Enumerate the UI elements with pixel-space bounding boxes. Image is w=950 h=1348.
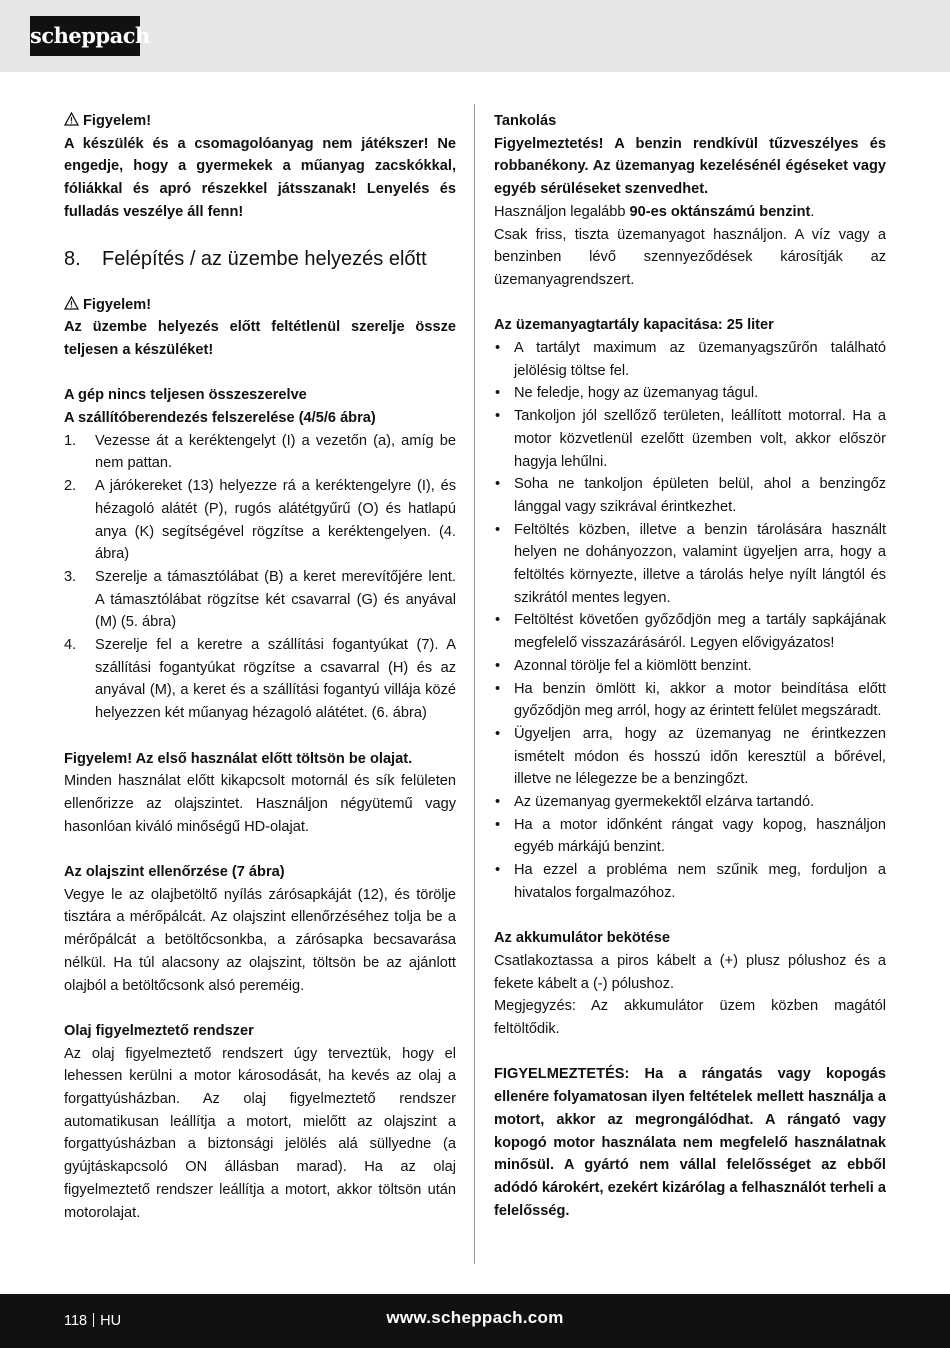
list-item: 2. A járókereket (13) helyezze rá a keréktengelyre (I), és hézagoló alátét (P), rugós alátétgyűrű (O) és hatlapú anya (K) segítségével rögzítse a keréktengelyen. (4. ábra): [64, 478, 456, 563]
fuel-text: Csak friss, tiszta üzemanyagot használjon. A víz vagy a benzinben lévő szennyeződések károsítják az üzemanyagrendszert.: [494, 226, 886, 288]
warning-2: [64, 294, 456, 317]
assembly-heading-1: A gép nincs teljesen összeszerelve: [64, 387, 307, 404]
oil-check-text: Vegye le az olajbetöltő nyílás zárósapkáját (12), és törölje tisztára a mérőpálcát. Az olajszint ellenőrzéséhez tolja be a mérőpálcát a betöltőcsonkba, a zárósapka becsavarása nélkül. Ha túl alacsony az olajszint, töltsön be az ajánlott olajból a betöltőcsonk alsó pereméig.: [64, 886, 456, 994]
list-item: • Ha benzin ömlött ki, akkor a motor beindítása előtt győződjön meg arról, hogy az érintett felület megszáradt.: [495, 680, 886, 720]
oil-first-text: Minden használat előtt kikapcsolt motornál és sík felületen ellenőrizze az olajszintet. Használjon négyütemű vagy hasonlóan kiváló minőségű HD-olajat.: [64, 773, 456, 835]
section-number: 8.: [64, 247, 81, 270]
list-item: • Feltöltés közben, illetve a benzin tárolására használt helyen ne dohányozzon, valamint ügyeljen arra, hogy a feltöltés környezte, illetve a tárolás helye nyílt lángtól és szikrától mentes legyen.: [495, 521, 886, 606]
warning-triangle-icon: [64, 112, 79, 126]
list-item: 3. Szerelje a támasztólábat (B) a keret merevítőjére lent. A támasztólábat rögzítse két csavarral (G) és anyával (M) (5. ábra): [64, 568, 456, 631]
left-column: [64, 110, 456, 1224]
list-item: • Ha a motor időnként rángat vagy kopog, használjon egyéb márkájú benzint.: [495, 816, 886, 856]
oil-warning-heading: Olaj figyelmeztető rendszer: [64, 1022, 254, 1039]
footer-url[interactable]: www.scheppach.com: [386, 1308, 564, 1327]
fuel-heading: Tankolás: [494, 113, 557, 129]
oil-check-heading: Az olajszint ellenőrzése (7 ábra): [64, 864, 285, 881]
warning-triangle-icon: [64, 296, 79, 310]
battery-heading: Az akkumulátor bekötése: [494, 930, 670, 947]
section-heading: [64, 246, 456, 272]
battery-note: Megjegyzés: Az akkumulátor üzem közben magától feltöltődik.: [494, 998, 886, 1038]
list-item: • Azonnal törölje fel a kiömlött benzint.: [495, 657, 752, 674]
tank-capacity-heading: Az üzemanyagtartály kapacitása: 25 liter: [494, 317, 774, 334]
list-item: • Tankoljon jól szellőző területen, leállított motorral. Ha a motor közvetlenül ezelőtt üzemben volt, akkor először hagyja lehűlni.: [495, 408, 886, 470]
list-item: • Feltöltést követően győződjön meg a tartály sapkájának megfelelő visszazárásáról. Legyen elővigyázatos!: [495, 612, 886, 652]
list-item: • A tartályt maximum az üzemanyagszűrőn található jelölésig töltse fel.: [495, 340, 886, 379]
list-item: • Ügyeljen arra, hogy az üzemanyag ne érintkezzen ismételt módon és hosszú időn keresztül a bőrével, illetve ne lélegezze be a benzingőzt.: [495, 725, 886, 788]
warning-2-text: Az üzembe helyezés előtt feltétlenül szerelje össze teljesen a készüléket!: [64, 319, 456, 358]
header-bar: [0, 0, 950, 72]
warning-1-text: A készülék és a csomagolóanyag nem játékszer! Ne engedje, hogy a gyermekek a műanyag zacskókkal, fóliákkal és apró részekkel játsszanak! Lenyelés és fulladás veszélye áll fenn!: [64, 135, 456, 220]
oil-warning-text: Az olaj figyelmeztető rendszert úgy terveztük, hogy el lehessen kerülni a motor károsodását, ha kevés az olaj a forgattyúsházban. Az olaj figyelmeztető rendszer automatikusan leállítja a motort, mielőtt az olajszint a forgattyúsházban a biztonsági jelölés alá süllyedne (a gyújtáskapcsoló ON állásban marad). Ha az olaj figyelmeztető rendszer leállítja a motort, akkor töltsön után motorolajat.: [64, 1045, 456, 1221]
battery-text: Csatlakoztassa a piros kábelt a (+) plusz pólushoz és a fekete kábelt a (-) pólushoz.: [494, 952, 886, 992]
brand-logo: scheppach: [30, 16, 140, 56]
list-item: 4. Szerelje fel a keretre a szállítási fogantyúkat (7). A szállítási fogantyúkat rögzítse a csavarral (H) és az anyával (M), a keret és a szállítási fogantyú villája közé helyezzen két műanyag hézagoló alátétet. (6. ábra): [64, 637, 456, 722]
section-title: Felépítés / az üzembe helyezés előtt: [102, 247, 427, 270]
assembly-steps: [64, 430, 456, 725]
oil-first-heading: Figyelem! Az első használat előtt töltsön be olajat.: [64, 750, 413, 767]
final-warning: FIGYELMEZTETÉS: Ha a rángatás vagy kopogás ellenére folyamatosan ilyen feltételek mellett használja a motort, akkor az megrongálódhat. A rángató vagy kopogó motor használata nem megfelelő használatnak minősül. A gyártó nem vállal felelősséget az ebből adódó károkért, ezekért kizárólag a felhasználót terheli a felelősség.: [494, 1066, 886, 1219]
fuel-octane: Használjon legalább 90-es oktánszámú benzint.: [494, 203, 815, 220]
warning-1: [64, 110, 456, 133]
page-number: 118 HU: [64, 1313, 122, 1329]
right-column: [494, 110, 886, 1222]
list-item: • Ne feledje, hogy az üzemanyag tágul.: [495, 385, 759, 402]
list-item: • Az üzemanyag gyermekektől elzárva tartandó.: [495, 794, 815, 811]
list-item: • Soha ne tankoljon épületen belül, ahol a benzingőz lánggal vagy szikrával érintkezhet.: [495, 476, 886, 515]
assembly-heading-2: A szállítóberendezés felszerelése (4/5/6 ábra): [64, 410, 376, 427]
warning-1-title: Figyelem!: [83, 113, 152, 129]
fuel-warning: Figyelmeztetés! A benzin rendkívül tűzveszélyes és robbanékony. Az üzemanyag kezelésénél égéseket vagy egyéb sérüléseket szenvedhet.: [494, 135, 886, 198]
footer-bar: [0, 1294, 950, 1348]
column-divider: [474, 104, 475, 1264]
list-item: • Ha ezzel a probléma nem szűnik meg, forduljon a hivatalos forgalmazóhoz.: [495, 862, 886, 901]
list-item: 1. Vezesse át a keréktengelyt (I) a vezetőn (a), amíg be nem pattan.: [64, 432, 456, 472]
fuel-bullets: [494, 337, 886, 905]
warning-2-title: Figyelem!: [83, 296, 152, 313]
